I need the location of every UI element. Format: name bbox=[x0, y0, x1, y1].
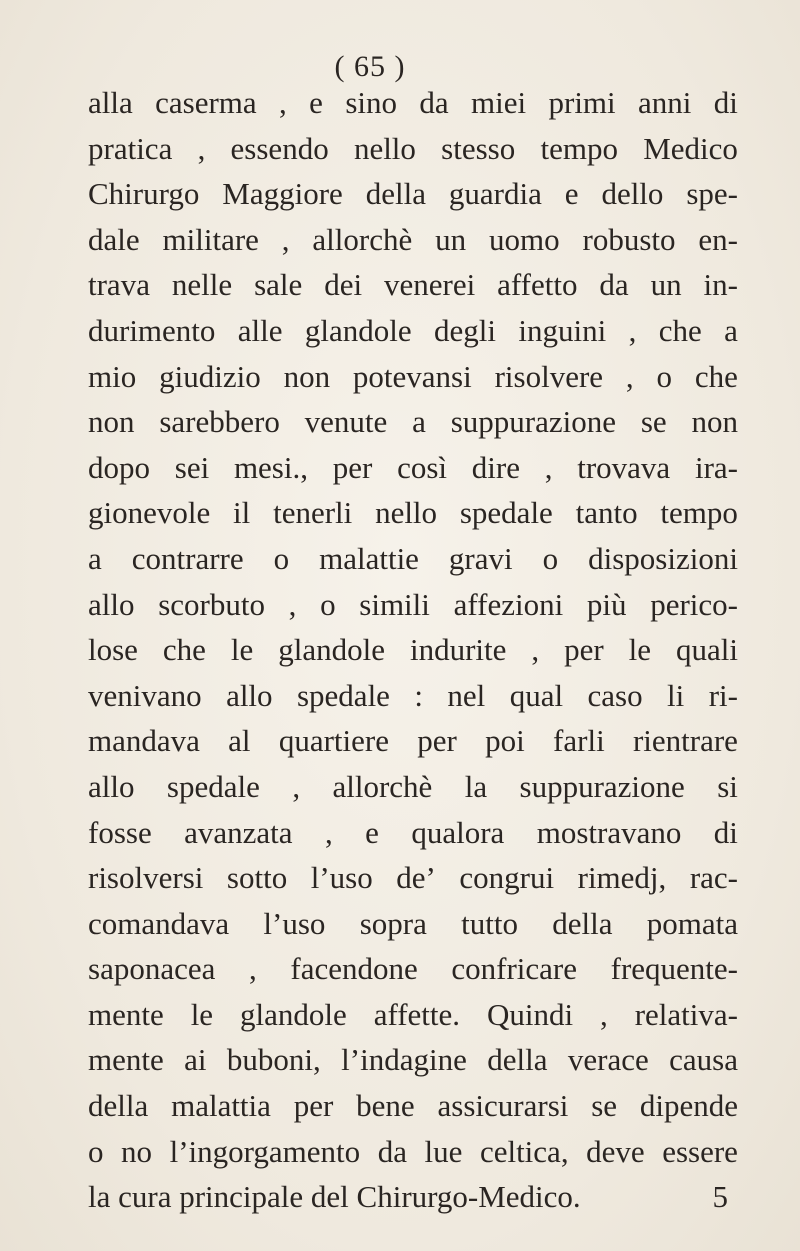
word: suppurazione bbox=[519, 768, 685, 804]
word: e bbox=[365, 814, 379, 850]
word: così bbox=[397, 449, 448, 485]
text-line bbox=[88, 764, 738, 810]
word: , bbox=[531, 632, 540, 668]
word: in- bbox=[703, 267, 738, 303]
word: indurite bbox=[409, 632, 507, 668]
word: l’ingorgamento bbox=[169, 1133, 361, 1169]
word: saponacea bbox=[88, 951, 216, 987]
word: perico- bbox=[650, 586, 738, 622]
word: essendo bbox=[230, 130, 329, 166]
word: disposizioni bbox=[588, 540, 738, 576]
word: facendone bbox=[290, 951, 418, 987]
text-line bbox=[88, 1083, 738, 1129]
word: o bbox=[656, 358, 673, 394]
word: poi bbox=[485, 723, 525, 759]
word: le bbox=[190, 996, 214, 1032]
word: non bbox=[88, 404, 135, 440]
word: un bbox=[435, 221, 467, 257]
word: la bbox=[464, 768, 488, 804]
word: malattie bbox=[319, 540, 419, 576]
word: di bbox=[713, 814, 738, 850]
word: inguini bbox=[518, 312, 607, 348]
text-line bbox=[88, 445, 738, 491]
word: , bbox=[249, 951, 257, 987]
word: Quindi bbox=[486, 996, 574, 1032]
word: dei bbox=[324, 267, 363, 303]
word: anni bbox=[638, 85, 692, 120]
word: Maggiore bbox=[222, 176, 343, 212]
text-line bbox=[88, 718, 738, 764]
text-line bbox=[88, 262, 738, 308]
word: celtica, bbox=[479, 1133, 569, 1169]
word: fosse bbox=[88, 814, 152, 850]
word: allo bbox=[88, 768, 135, 804]
word: durimento bbox=[88, 312, 216, 348]
word: al bbox=[228, 723, 251, 759]
text-line bbox=[88, 946, 738, 992]
word: tenerli bbox=[273, 495, 353, 531]
word: se bbox=[640, 404, 667, 440]
word: pratica bbox=[88, 130, 173, 166]
word: spedale bbox=[296, 677, 390, 713]
word: spedale bbox=[459, 495, 553, 531]
word: non bbox=[283, 358, 331, 394]
word: ri- bbox=[708, 677, 738, 713]
word: affetto bbox=[497, 267, 578, 303]
word: affezioni bbox=[453, 586, 564, 622]
word: per bbox=[417, 723, 457, 759]
text-line bbox=[88, 217, 738, 263]
word: avanzata bbox=[184, 814, 293, 850]
word: , bbox=[324, 814, 333, 850]
word: della bbox=[365, 176, 426, 212]
word: e bbox=[564, 176, 579, 212]
word: o bbox=[273, 540, 290, 576]
word: se bbox=[591, 1088, 618, 1124]
word: bene bbox=[356, 1088, 415, 1124]
word: affette. bbox=[373, 996, 461, 1032]
word: e bbox=[309, 85, 323, 120]
word: per bbox=[564, 632, 604, 668]
word: nel bbox=[447, 677, 486, 713]
word: da bbox=[419, 85, 449, 120]
word: a bbox=[724, 312, 738, 348]
word: frequente- bbox=[610, 951, 738, 987]
last-line-text: la cura principale del Chirurgo-Medico. bbox=[88, 1179, 581, 1215]
word: da bbox=[599, 267, 629, 303]
body-text bbox=[88, 80, 738, 1220]
text-line bbox=[88, 810, 738, 856]
text-line bbox=[88, 1129, 738, 1175]
word: , bbox=[281, 221, 290, 257]
word: che bbox=[162, 632, 206, 668]
word: potevansi bbox=[352, 358, 472, 394]
word: della bbox=[88, 1088, 149, 1124]
word: venivano bbox=[88, 677, 202, 713]
word: l’uso bbox=[263, 905, 326, 941]
text-line bbox=[88, 855, 738, 901]
word: le bbox=[628, 632, 652, 668]
word: scorbuto bbox=[158, 586, 265, 622]
word: o bbox=[320, 586, 336, 622]
word: sotto bbox=[226, 860, 288, 896]
text-line bbox=[88, 126, 738, 172]
word: nelle bbox=[171, 267, 233, 303]
word: comandava bbox=[88, 905, 230, 941]
word: più bbox=[586, 586, 627, 622]
word: causa bbox=[669, 1042, 738, 1078]
word: caserma bbox=[155, 85, 257, 120]
word: buboni, bbox=[226, 1042, 321, 1078]
word: glandole bbox=[240, 996, 347, 1032]
word: trava bbox=[88, 267, 150, 303]
word: allo bbox=[88, 586, 135, 622]
word: Chirurgo bbox=[88, 176, 200, 212]
text-line bbox=[88, 399, 738, 445]
word: contrarre bbox=[131, 540, 244, 576]
word: sino bbox=[345, 85, 397, 120]
word: risolversi bbox=[88, 860, 204, 896]
word: robusto bbox=[582, 221, 676, 257]
word: si bbox=[717, 768, 738, 804]
word: per bbox=[293, 1088, 334, 1124]
word: allorchè bbox=[332, 768, 433, 804]
word: glandole bbox=[278, 632, 385, 668]
word: a bbox=[412, 404, 426, 440]
word: deve bbox=[586, 1133, 645, 1169]
word: suppurazione bbox=[450, 404, 616, 440]
word: l’uso bbox=[310, 860, 373, 896]
word: o bbox=[88, 1133, 104, 1169]
word: stesso bbox=[441, 130, 516, 166]
word: risolvere bbox=[494, 358, 604, 394]
word: tempo bbox=[540, 130, 618, 166]
text-line bbox=[88, 80, 738, 126]
text-line bbox=[88, 582, 738, 628]
signature-mark: 5 bbox=[712, 1179, 728, 1215]
word: : bbox=[414, 677, 423, 713]
word: a bbox=[88, 540, 102, 576]
word: trovava bbox=[577, 449, 671, 485]
word: mente bbox=[88, 1042, 164, 1078]
word: l’indagine bbox=[341, 1042, 467, 1078]
word: militare bbox=[162, 221, 259, 257]
word: allo bbox=[226, 677, 273, 713]
word: quali bbox=[675, 632, 738, 668]
word: mente bbox=[88, 996, 164, 1032]
word: o bbox=[542, 540, 559, 576]
word: , bbox=[544, 449, 553, 485]
word: di bbox=[713, 85, 738, 120]
word: tempo bbox=[660, 495, 738, 531]
word: spedale bbox=[166, 768, 260, 804]
word: , bbox=[625, 358, 634, 394]
word: sopra bbox=[359, 905, 427, 941]
word: allorchè bbox=[312, 221, 413, 257]
word: degli bbox=[434, 312, 497, 348]
word: essere bbox=[662, 1133, 738, 1169]
word: un bbox=[650, 267, 682, 303]
word: ai bbox=[184, 1042, 207, 1078]
word: qualora bbox=[411, 814, 505, 850]
word: pomata bbox=[646, 905, 738, 941]
word: malattia bbox=[171, 1088, 271, 1124]
word: assicurarsi bbox=[437, 1088, 569, 1124]
word: en- bbox=[698, 221, 738, 257]
word: ira- bbox=[694, 449, 738, 485]
word: della bbox=[487, 1042, 548, 1078]
word: sale bbox=[254, 267, 303, 303]
word: venerei bbox=[383, 267, 476, 303]
word: tutto bbox=[461, 905, 518, 941]
word: farli bbox=[553, 723, 605, 759]
word: dale bbox=[88, 221, 140, 257]
word: le bbox=[230, 632, 254, 668]
word: il bbox=[233, 495, 251, 531]
word: nello bbox=[353, 130, 416, 166]
word: rac- bbox=[689, 860, 738, 896]
word: dello bbox=[601, 176, 664, 212]
text-line bbox=[88, 673, 738, 719]
word: sarebbero bbox=[159, 404, 280, 440]
word: sei bbox=[174, 449, 210, 485]
word: dipende bbox=[639, 1088, 738, 1124]
word: rientrare bbox=[632, 723, 738, 759]
word: alla bbox=[88, 85, 133, 120]
word: confricare bbox=[451, 951, 577, 987]
word: dire bbox=[471, 449, 520, 485]
text-line bbox=[88, 901, 738, 947]
text-line bbox=[88, 992, 738, 1038]
text-line bbox=[88, 354, 738, 400]
word: per bbox=[332, 449, 373, 485]
text-line bbox=[88, 308, 738, 354]
word: , bbox=[292, 768, 301, 804]
word: giudizio bbox=[159, 358, 261, 394]
word: da bbox=[377, 1133, 407, 1169]
word: nello bbox=[375, 495, 438, 531]
word: congrui bbox=[459, 860, 555, 896]
word: qual bbox=[509, 677, 564, 713]
word: no bbox=[121, 1133, 153, 1169]
word: quartiere bbox=[278, 723, 389, 759]
word: , bbox=[279, 85, 287, 120]
word: Medico bbox=[643, 130, 738, 166]
text-line bbox=[88, 536, 738, 582]
word: glandole bbox=[304, 312, 412, 348]
word: lose bbox=[88, 632, 138, 668]
word: li bbox=[667, 677, 685, 713]
word: venute bbox=[304, 404, 388, 440]
word: de’ bbox=[396, 860, 436, 896]
word: che bbox=[658, 312, 702, 348]
text-line bbox=[88, 627, 738, 673]
word: , bbox=[600, 996, 608, 1032]
word: caso bbox=[587, 677, 643, 713]
word: dopo bbox=[88, 449, 150, 485]
word: relativa- bbox=[634, 996, 738, 1032]
word: gravi bbox=[448, 540, 513, 576]
word: verace bbox=[567, 1042, 649, 1078]
word: non bbox=[691, 404, 738, 440]
last-text-line bbox=[88, 1174, 738, 1220]
word: della bbox=[552, 905, 613, 941]
word: primi bbox=[548, 85, 616, 120]
word: tanto bbox=[575, 495, 638, 531]
text-line bbox=[88, 1037, 738, 1083]
word: rimedj, bbox=[577, 860, 667, 896]
word: lue bbox=[424, 1133, 463, 1169]
word: simili bbox=[359, 586, 430, 622]
word: alle bbox=[237, 312, 283, 348]
page-number: ( 65 ) bbox=[334, 50, 406, 83]
word: , bbox=[197, 130, 206, 166]
text-line bbox=[88, 490, 738, 536]
word: mesi., bbox=[233, 449, 308, 485]
text-line bbox=[88, 171, 738, 217]
word: miei bbox=[471, 85, 527, 120]
word: guardia bbox=[448, 176, 542, 212]
word: , bbox=[628, 312, 637, 348]
word: gionevole bbox=[88, 495, 211, 531]
word: mio bbox=[88, 358, 137, 394]
word: uomo bbox=[489, 221, 560, 257]
word: spe- bbox=[686, 176, 738, 212]
word: mandava bbox=[88, 723, 200, 759]
word: mostravano bbox=[536, 814, 682, 850]
word: , bbox=[288, 586, 297, 622]
word: che bbox=[694, 358, 738, 394]
